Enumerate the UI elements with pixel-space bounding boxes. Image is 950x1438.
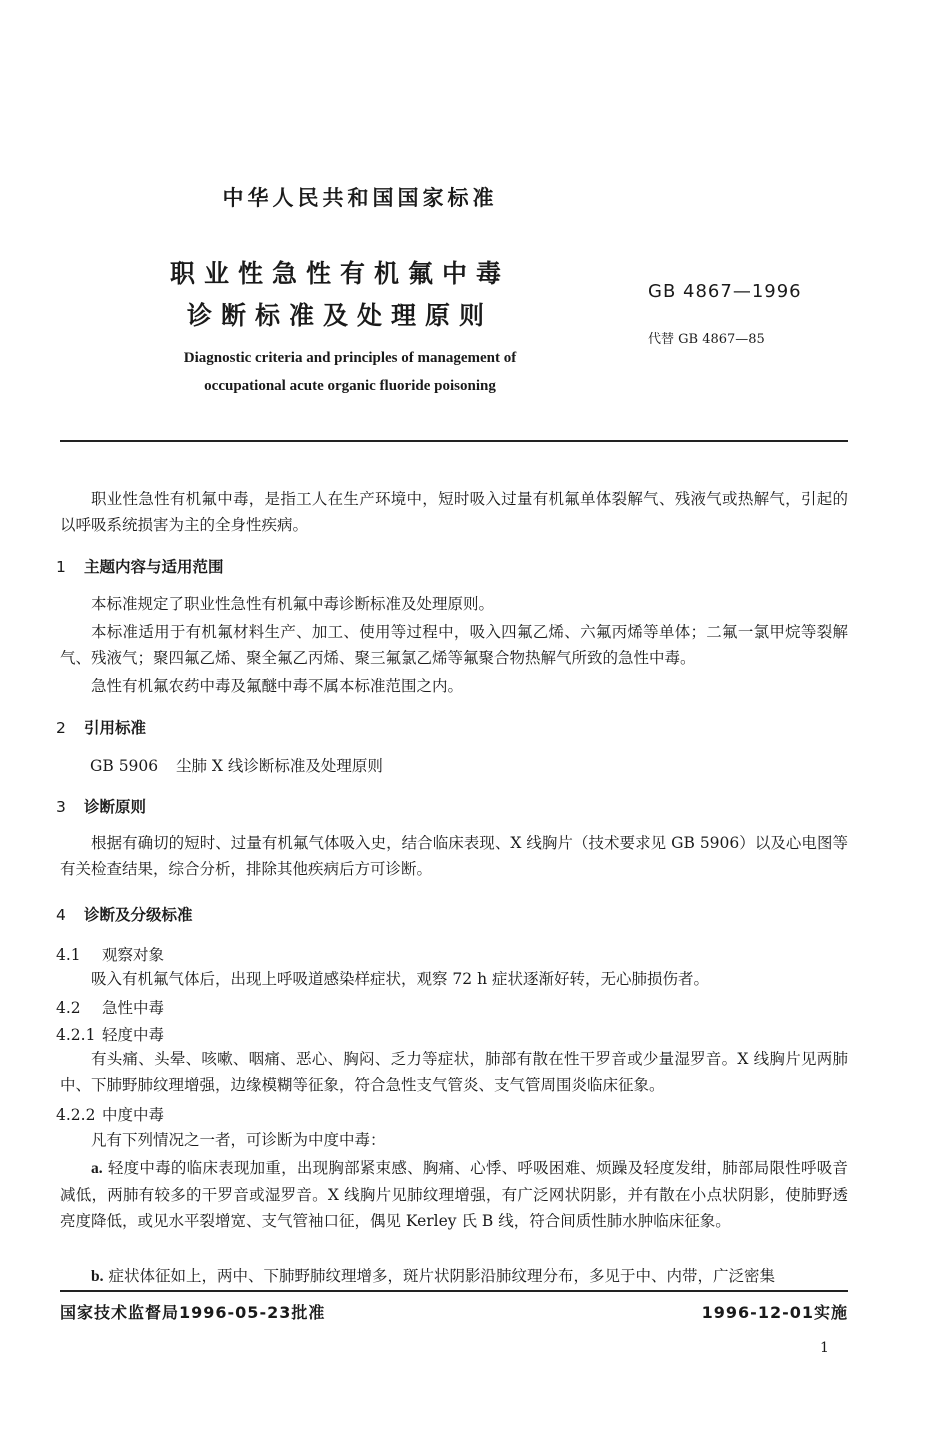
- section-4-heading: [56, 903, 193, 925]
- standard-number: GB 4867—1996: [648, 281, 802, 302]
- item-a-label: a.: [91, 1160, 103, 1177]
- subsection-number: 4.2.2: [56, 1106, 96, 1124]
- subsection-title: 观察对象: [102, 946, 165, 964]
- title-line-1: 职业性急性有机氟中毒: [169, 259, 510, 288]
- item-a: [60, 1155, 848, 1234]
- section-title: 引用标准: [84, 719, 147, 737]
- section-3-heading: [56, 795, 146, 817]
- referenced-standard: [90, 754, 383, 776]
- section-1-paragraph-2: 本标准适用于有机氟材料生产、加工、使用等过程中，吸入四氟乙烯、六氟丙烯等单体；二氟一氯甲烷等裂解气、残液气；聚四氟乙烯、聚全氟乙丙烯、聚三氟氯乙烯等氟聚合物热解气所致的急性中毒。: [60, 623, 848, 667]
- subsection-number: 4.2.1: [56, 1026, 96, 1044]
- section-3-paragraph: 根据有确切的短时、过量有机氟气体吸入史，结合临床表现、X 线胸片（技术要求见 GB 5906）以及心电图等有关检查结果，综合分析，排除其他疾病后方可诊断。: [60, 834, 848, 878]
- footer-divider: [60, 1290, 848, 1292]
- section-1-heading: [56, 555, 224, 577]
- subsection-4-2-1-heading: [56, 1023, 164, 1045]
- subsection-title: 轻度中毒: [102, 1026, 165, 1044]
- item-b-label: b.: [91, 1268, 104, 1285]
- subsection-title: 急性中毒: [102, 999, 165, 1017]
- section-number: 3: [56, 798, 66, 816]
- section-2-heading: [56, 716, 146, 738]
- subsection-4-2-2-intro: 凡有下列情况之一者，可诊断为中度中毒：: [91, 1131, 386, 1149]
- intro-paragraph: 职业性急性有机氟中毒，是指工人在生产环境中，短时吸入过量有机氟单体裂解气、残液气或热解气，引起的以呼吸系统损害为主的全身性疾病。: [60, 490, 848, 534]
- subsection-title: 中度中毒: [102, 1106, 165, 1124]
- approval-date: 国家技术监督局1996-05-23批准: [60, 1303, 326, 1322]
- title-line-2: 诊断标准及处理原则: [186, 301, 493, 330]
- reference-title: 尘肺 X 线诊断标准及处理原则: [176, 757, 383, 775]
- subsection-4-2-1-text: 有头痛、头晕、咳嗽、咽痛、恶心、胸闷、乏力等症状，肺部有散在性干罗音或少量湿罗音。X 线胸片见两肺中、下肺野肺纹理增强，边缘模糊等征象，符合急性支气管炎、支气管周围炎临床征象。: [60, 1050, 848, 1094]
- section-number: 1: [56, 558, 66, 576]
- subsection-4-2-heading: [56, 996, 164, 1018]
- page-number: 1: [820, 1340, 829, 1356]
- english-title-line-1: Diagnostic criteria and principles of management of: [183, 350, 517, 366]
- subsection-4-2-2-heading: [56, 1103, 164, 1125]
- section-title: 主题内容与适用范围: [84, 558, 224, 576]
- section-1-paragraph-3: 急性有机氟农药中毒及氟醚中毒不属本标准范围之内。: [91, 677, 464, 695]
- reference-code: GB 5906: [90, 757, 159, 775]
- section-number: 4: [56, 906, 66, 924]
- subsection-number: 4.1: [56, 946, 81, 964]
- item-a-text: 轻度中毒的临床表现加重，出现胸部紧束感、胸痛、心悸、呼吸困难、烦躁及轻度发绀，肺部局限性呼吸音减低，两肺有较多的干罗音或湿罗音。X 线胸片见肺纹理增强，有广泛网状阴影，并有散在小点状阴影，使肺野透亮度降低，或见水平裂增宽、支气管袖口征，偶见 Kerley 氏 B 线，符合间质性肺水肿临床征象。: [60, 1159, 848, 1230]
- item-b: [60, 1263, 848, 1290]
- subsection-number: 4.2: [56, 999, 81, 1017]
- item-b-text: 症状体征如上，两中、下肺野肺纹理增多，斑片状阴影沿肺纹理分布，多见于中、内带，广泛密集: [108, 1267, 775, 1285]
- english-title-line-2: occupational acute organic fluoride poisoning: [204, 378, 496, 394]
- subsection-4-1-text: 吸入有机氟气体后，出现上呼吸道感染样症状，观察 72 h 症状逐渐好转，无心肺损伤者。: [91, 970, 709, 988]
- section-number: 2: [56, 719, 66, 737]
- section-1-paragraph-1: 本标准规定了职业性急性有机氟中毒诊断标准及处理原则。: [91, 595, 495, 613]
- header-divider: [60, 440, 848, 442]
- replaces-standard: 代替 GB 4867—85: [648, 332, 765, 347]
- section-title: 诊断及分级标准: [84, 906, 193, 924]
- section-title: 诊断原则: [84, 798, 147, 816]
- national-standard-heading: 中华人民共和国国家标准: [222, 186, 498, 210]
- implementation-date: 1996-12-01实施: [701, 1303, 848, 1322]
- subsection-4-1-heading: [56, 943, 164, 965]
